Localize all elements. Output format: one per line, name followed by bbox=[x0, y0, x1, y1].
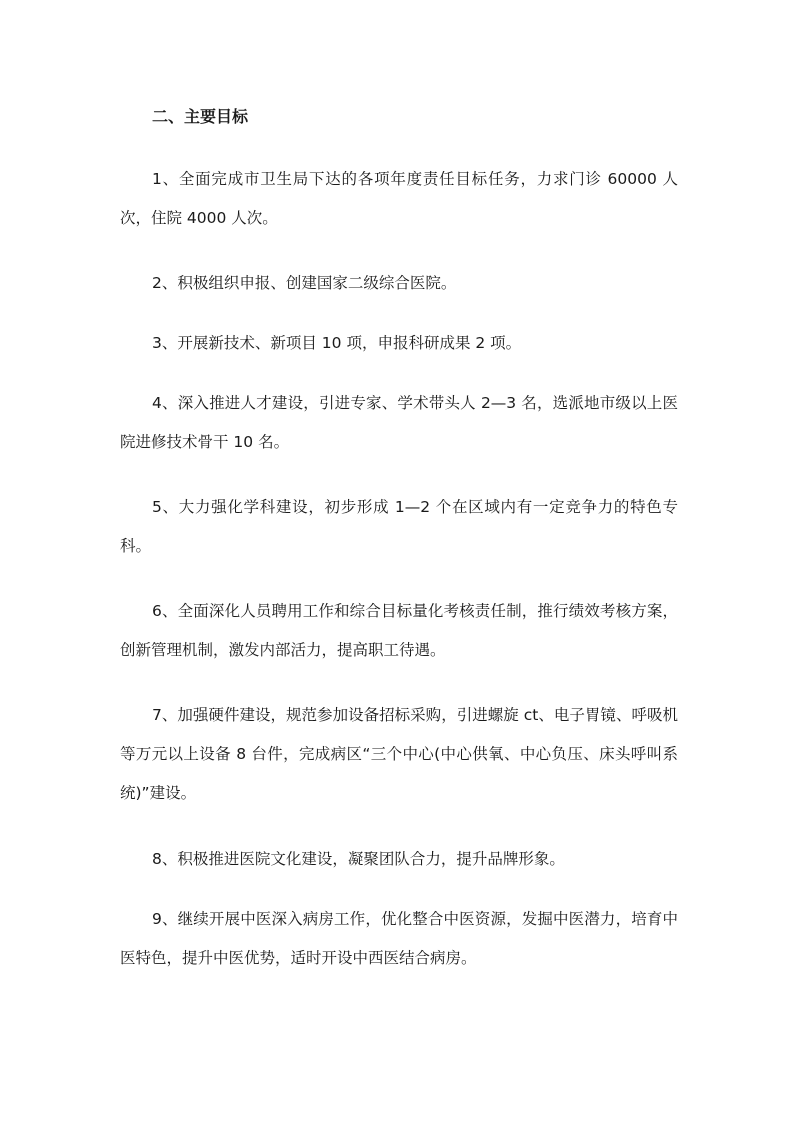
goal-item-6: 6、全面深化人员聘用工作和综合目标量化考核责任制，推行绩效考核方案，创新管理机制，激发内部活力，提高职工待遇。 bbox=[120, 602, 678, 659]
goal-item-9: 9、继续开展中医深入病房工作，优化整合中医资源，发掘中医潜力，培育中医特色，提升中医优势，适时开设中西医结合病房。 bbox=[120, 910, 678, 967]
goal-item-2: 2、积极组织申报、创建国家二级综合医院。 bbox=[152, 274, 457, 292]
section-heading: 二、主要目标 bbox=[152, 107, 249, 126]
goal-item-1: 1、全面完成市卫生局下达的各项年度责任目标任务，力求门诊 60000 人次，住院 4000 人次。 bbox=[120, 170, 678, 227]
goal-item-4: 4、深入推进人才建设，引进专家、学术带头人 2—3 名，选派地市级以上医院进修技术骨干 10 名。 bbox=[120, 394, 678, 451]
goal-item-7: 7、加强硬件建设，规范参加设备招标采购，引进螺旋 ct、电子胃镜、呼吸机等万元以上设备 8 台件，完成病区“三个中心(中心供氧、中心负压、床头呼叫系统)”建设。 bbox=[120, 706, 678, 802]
goal-item-8: 8、积极推进医院文化建设，凝聚团队合力，提升品牌形象。 bbox=[152, 850, 565, 868]
goal-item-5: 5、大力强化学科建设，初步形成 1—2 个在区域内有一定竞争力的特色专科。 bbox=[120, 498, 678, 555]
goal-item-3: 3、开展新技术、新项目 10 项，申报科研成果 2 项。 bbox=[152, 334, 522, 352]
